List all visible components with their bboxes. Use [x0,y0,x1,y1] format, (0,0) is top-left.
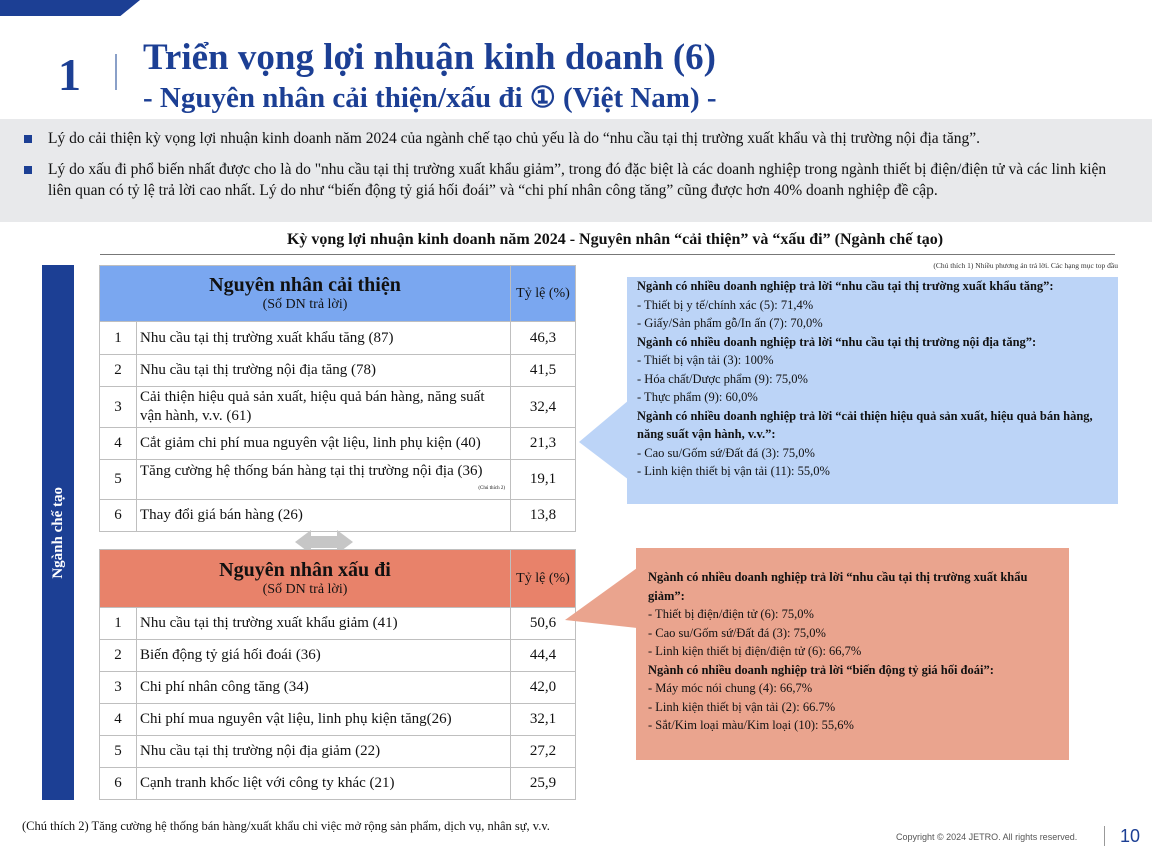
rank-cell: 5 [100,460,137,500]
note-1: (Chú thích 1) Nhiều phương án trả lời. Các hạng mục top đầu [933,261,1118,270]
rank-cell: 3 [100,387,137,428]
industry-sidebar-label: Ngành chế tạo [49,486,66,579]
reason-cell: Chi phí nhân công tăng (34) [137,672,511,704]
page-title: Triển vọng lợi nhuận kinh doanh (6) [143,37,716,78]
bullet-square-icon [24,166,32,174]
rank-cell: 6 [100,500,137,532]
table-row [100,736,576,768]
rank-cell: 2 [100,355,137,387]
reason-cell: Chi phí mua nguyên vật liệu, linh phụ kiện tăng(26) [137,704,511,736]
callout-item: - Linh kiện thiết bị vận tải (2): 66.7% [648,699,836,714]
callout-heading: Ngành có nhiều doanh nghiệp trả lời “nhu cầu tại thị trường xuất khẩu giảm”: [648,570,1028,603]
page-number-divider [1104,826,1105,846]
callout-item: - Linh kiện thiết bị điện/điện tử (6): 66,7% [648,644,862,658]
improve-rate-header: Tỷ lệ (%) [511,266,576,322]
table-header-row [100,266,576,322]
improve-reasons-table [99,265,576,532]
improve-table-title: Nguyên nhân cải thiện [209,274,401,296]
table-row [100,460,576,500]
summary-bullet: Lý do cải thiện kỳ vọng lợi nhuận kinh doanh năm 2024 của ngành chế tạo chủ yếu là do “nhu cầu tại thị trường xuất khẩu và thị trường nội địa tăng”. [24,128,1134,149]
table-row [100,672,576,704]
worsen-reasons-table [99,549,576,800]
rate-cell: 21,3 [511,428,576,460]
footnote-2: (Chú thích 2) Tăng cường hệ thống bán hàng/xuất khẩu chỉ việc mở rộng sản phẩm, dịch vụ, nhân sự, v.v. [22,819,550,833]
reason-cell: Nhu cầu tại thị trường nội địa giảm (22) [137,736,511,768]
worsen-rate-header: Tỷ lệ (%) [511,550,576,608]
improve-table-header [100,266,511,322]
improve-table-subtitle: (Số DN trả lời) [262,297,348,312]
reason-cell: Nhu cầu tại thị trường xuất khẩu giảm (41) [137,608,511,640]
rate-cell: 32,4 [511,387,576,428]
worsen-industry-callout [636,548,1069,760]
section-number: 1 [58,49,81,100]
rate-cell: 32,1 [511,704,576,736]
chart-title: Kỳ vọng lợi nhuận kinh doanh năm 2024 - Nguyên nhân “cải thiện” và “xấu đi” (Ngành chế tạo) [286,231,944,248]
table-row [100,500,576,532]
reason-cell: Nhu cầu tại thị trường nội địa tăng (78) [137,355,511,387]
rate-cell: 44,4 [511,640,576,672]
callout-item: - Hóa chất/Dược phẩm (9): 75,0% [637,371,808,386]
callout-item: - Cao su/Gốm sứ/Đất đá (3): 75,0% [648,625,826,640]
rate-cell: 42,0 [511,672,576,704]
callout-heading: Ngành có nhiều doanh nghiệp trả lời “nhu cầu tại thị trường xuất khẩu tăng”: [637,279,1054,293]
rate-cell: 50,6 [511,608,576,640]
callout-item: - Sắt/Kim loại màu/Kim loại (10): 55,6% [648,718,854,732]
rank-cell: 5 [100,736,137,768]
copyright: Copyright © 2024 JETRO. All rights reserved. [896,832,1078,842]
table-row [100,608,576,640]
table-header-row [100,550,576,608]
industry-sidebar [42,265,74,800]
rank-cell: 6 [100,768,137,800]
callout-item: - Thiết bị điện/điện tử (6): 75,0% [648,607,814,621]
reason-cell: Cắt giảm chi phí mua nguyên vật liệu, linh phụ kiện (40) [137,428,511,460]
callout-item: - Thiết bị y tế/chính xác (5): 71,4% [637,297,814,312]
footnote-ref: (Chú thích 2) [478,485,505,491]
callout-heading: Ngành có nhiều doanh nghiệp trả lời “nhu cầu tại thị trường nội địa tăng”: [637,334,1037,349]
title-divider [115,54,117,90]
rank-cell: 1 [100,322,137,355]
table-row [100,768,576,800]
reason-cell: Biến động tỷ giá hối đoái (36) [137,640,511,672]
reason-cell: Cải thiện hiệu quả sản xuất, hiệu quả bán hàng, năng suất vận hành, v.v. (61) [137,387,511,428]
rate-cell: 27,2 [511,736,576,768]
worsen-table-header [100,550,511,608]
bullet-square-icon [24,135,32,143]
table-row [100,322,576,355]
worsen-table-title: Nguyên nhân xấu đi [219,559,391,581]
page-number: 10 [1120,826,1141,846]
callout-item: - Máy móc nói chung (4): 66,7% [648,681,813,695]
callout-item: - Thiết bị vận tải (3): 100% [637,353,774,367]
improve-industry-callout [627,277,1118,504]
worsen-table-subtitle: (Số DN trả lời) [262,582,348,597]
summary-panel [0,119,1152,222]
page-subtitle: - Nguyên nhân cải thiện/xấu đi ① (Việt Nam) - [143,82,717,114]
rate-cell: 41,5 [511,355,576,387]
summary-bullet: Lý do xấu đi phổ biến nhất được cho là do "nhu cầu tại thị trường xuất khẩu giảm”, trong đó đặc biệt là các doanh nghiệp trong ngành thiết bị điện/điện tử và các linh kiện liên quan có tỷ lệ trả lời cao nhất. Lý do như “biến động tỷ giá hối đoái” và “chi phí nhân công tăng” cũng được hơn 40% doanh nghiệp đề cập. [24,159,1132,201]
chart-title-rule [100,254,1115,255]
rank-cell: 4 [100,428,137,460]
rank-cell: 3 [100,672,137,704]
table-row [100,387,576,428]
table-row [100,640,576,672]
top-accent-bar [0,0,140,16]
reason-cell: Thay đổi giá bán hàng (26) [137,500,511,532]
rank-cell: 4 [100,704,137,736]
rank-cell: 1 [100,608,137,640]
improve-callout-pointer [577,400,629,480]
callout-heading: Ngành có nhiều doanh nghiệp trả lời “cải thiện hiệu quả sản xuất, hiệu quả bán hàng, năng suất vận hành, v.v.”: [637,408,1093,441]
reason-cell: Cạnh tranh khốc liệt với công ty khác (21) [137,768,511,800]
rate-cell: 46,3 [511,322,576,355]
rank-cell: 2 [100,640,137,672]
reason-text: Tăng cường hệ thống bán hàng tại thị trường nội địa (36) [140,462,483,479]
rate-cell: 13,8 [511,500,576,532]
callout-item: - Giấy/Sản phẩm gỗ/In ấn (7): 70,0% [637,316,823,330]
reason-cell: Nhu cầu tại thị trường xuất khẩu tăng (87) [137,322,511,355]
reason-cell [137,460,511,500]
table-row [100,704,576,736]
table-row [100,428,576,460]
callout-item: - Linh kiện thiết bị vận tải (11): 55,0% [637,464,830,478]
callout-item: - Cao su/Gốm sứ/Đất đá (3): 75,0% [637,445,815,460]
table-row [100,355,576,387]
callout-item: - Thực phẩm (9): 60,0% [637,390,758,404]
worsen-callout-pointer [565,568,637,640]
callout-heading: Ngành có nhiều doanh nghiệp trả lời “biến động tỷ giá hối đoái”: [648,662,994,677]
rate-cell: 19,1 [511,460,576,500]
rate-cell: 25,9 [511,768,576,800]
